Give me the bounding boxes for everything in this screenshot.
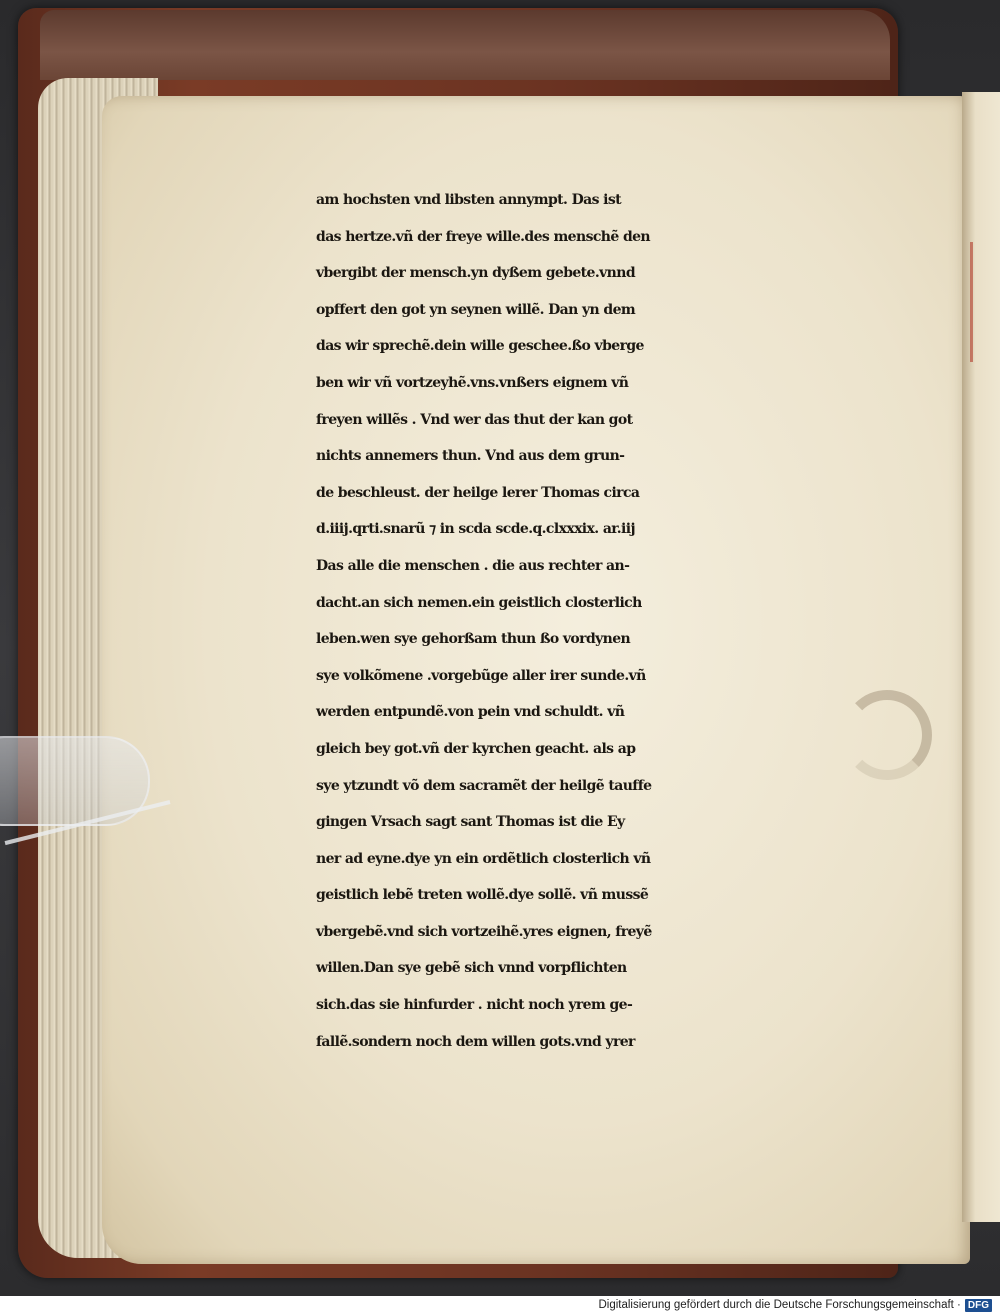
printed-text-block xyxy=(316,182,896,1060)
text-line: opffert den got yn seynen willẽ. Dan yn dem xyxy=(316,301,636,318)
text-line: sich.das sie hinfurder . nicht noch yrem ge- xyxy=(316,997,633,1014)
text-line: am hochsten vnd libsten annympt. Das ist xyxy=(316,192,622,208)
facing-page-edge xyxy=(962,92,1000,1222)
text-line: ner ad eyne.dye yn ein ordẽtlich closterlich vñ xyxy=(316,850,651,867)
text-line: ben wir vñ vortzeyhẽ.vns.vnßers eignem vñ xyxy=(316,374,629,391)
text-line: de beschleust. der heilge lerer Thomas circa xyxy=(316,484,640,501)
text-line: werden entpundẽ.von pein vnd schuldt. vñ xyxy=(316,704,625,721)
text-line: leben.wen sye gehorßam thun ßo vordynen xyxy=(316,631,631,648)
dfg-logo: DFG xyxy=(965,1299,992,1312)
digitization-credit xyxy=(598,1297,992,1313)
text-line: geistlich lebẽ treten wollẽ.dye sollẽ. vñ mussẽ xyxy=(316,887,649,904)
text-line: Das alle die menschen . die aus rechter an- xyxy=(316,557,630,574)
rubric-mark xyxy=(970,242,973,362)
text-line: das wir sprechẽ.dein wille geschee.ßo vberge xyxy=(316,338,644,355)
credit-text: Digitalisierung gefördert durch die Deutsche Forschungsgemeinschaft · xyxy=(598,1299,961,1311)
text-line: freyen willẽs . Vnd wer das thut der kan got xyxy=(316,411,633,428)
text-line: vbergebẽ.vnd sich vortzeihẽ.yres eignen, freyẽ xyxy=(316,923,652,940)
text-line: dacht.an sich nemen.ein geistlich closterlich xyxy=(316,594,642,611)
text-line: sye volkõmene .vorgebũge aller irer sunde.vñ xyxy=(316,667,646,684)
text-line: d.iiij.qrti.snarũ ⁊ in scda scde.q.clxxxix. ar.iij xyxy=(316,521,635,538)
text-line: fallẽ.sondern noch dem willen gots.vnd yrer xyxy=(316,1033,635,1050)
book-cover-top xyxy=(40,10,890,80)
text-line: das hertze.vñ der freye wille.des menschẽ den xyxy=(316,228,651,245)
text-line: sye ytzundt võ dem sacramẽt der heilgẽ tauffe xyxy=(316,777,652,794)
text-line: gleich bey got.vñ der kyrchen geacht. als ap xyxy=(316,740,636,757)
text-line: vbergibt der mensch.yn dyßem gebete.vnnd xyxy=(316,265,636,282)
text-line: nichts annemers thun. Vnd aus dem grun- xyxy=(316,448,625,465)
text-line: gingen Vrsach sagt sant Thomas ist die Ey xyxy=(316,814,625,831)
text-line: willen.Dan sye gebẽ sich vnnd vorpflichten xyxy=(316,960,627,977)
